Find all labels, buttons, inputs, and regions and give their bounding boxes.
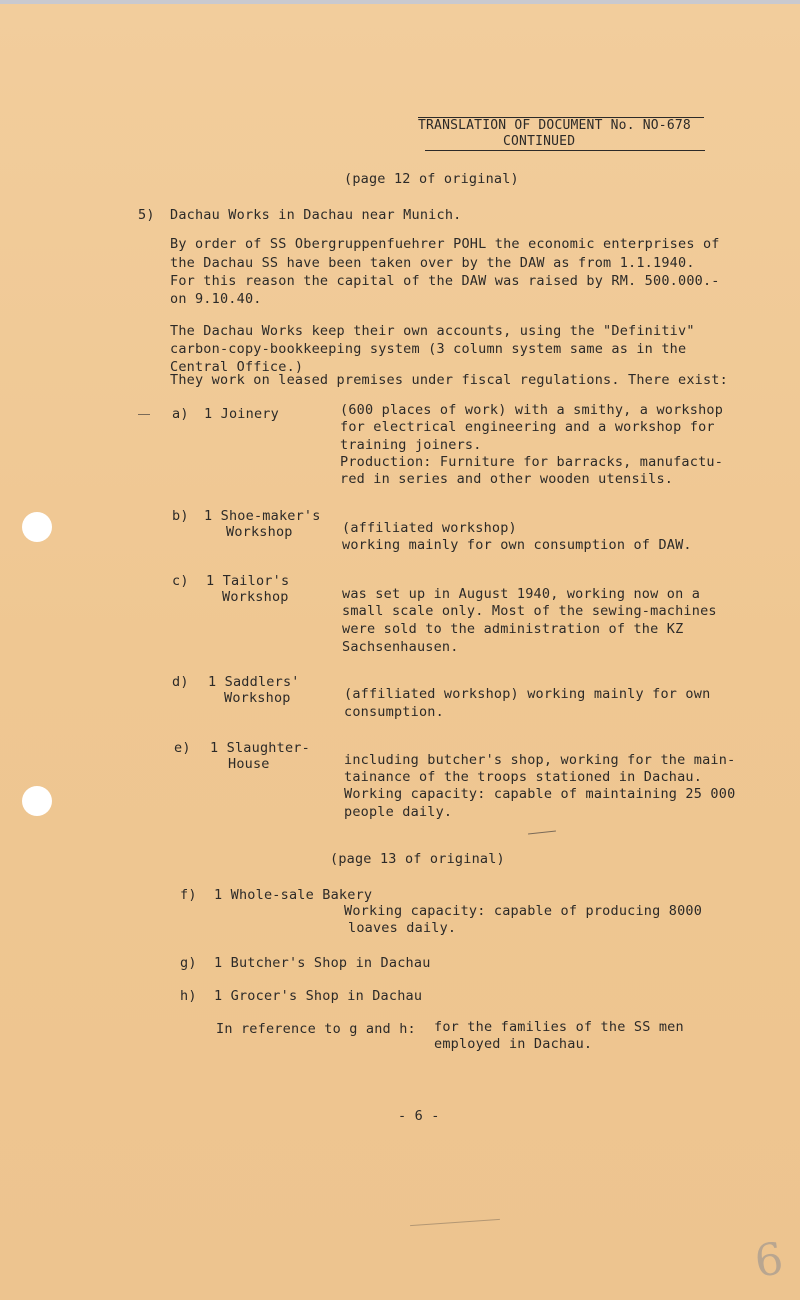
item-label: d) — [172, 674, 189, 690]
punch-hole — [22, 512, 52, 542]
item-label: f) — [180, 887, 197, 903]
item-label: h) — [180, 988, 197, 1004]
margin-mark — [138, 414, 150, 415]
item-name: Workshop — [224, 690, 291, 706]
punch-hole — [22, 786, 52, 816]
item-name: 1 Joinery — [204, 406, 279, 422]
item-desc: working mainly for own consumption of DAW. — [342, 537, 692, 553]
paragraph-line: By order of SS Obergruppenfuehrer POHL the economic enterprises of — [170, 236, 720, 252]
paragraph-line: the Dachau SS have been taken over by the DAW as from 1.1.1940. — [170, 255, 695, 271]
item-name: Workshop — [226, 524, 293, 540]
item-desc: Sachsenhausen. — [342, 639, 459, 655]
paragraph-line: The Dachau Works keep their own accounts, using the "Definitiv" — [170, 323, 695, 339]
paragraph-line: They work on leased premises under fiscal regulations. There exist: — [170, 372, 728, 388]
item-name: 1 Grocer's Shop in Dachau — [214, 988, 423, 1004]
reference-text: for the families of the SS men — [434, 1019, 684, 1035]
paragraph-line: Central Office.) — [170, 359, 304, 375]
paragraph-line: carbon-copy-bookkeeping system (3 column system same as in the — [170, 341, 687, 357]
handwritten-page-number: 6 — [751, 1233, 787, 1288]
section-title: Dachau Works in Dachau near Munich. — [170, 207, 462, 223]
stray-mark — [528, 831, 556, 835]
stray-mark — [410, 1219, 500, 1226]
paragraph-line: on 9.10.40. — [170, 291, 262, 307]
item-desc: training joiners. — [340, 437, 482, 453]
item-desc: small scale only. Most of the sewing-machines — [342, 603, 717, 619]
item-name: Workshop — [222, 589, 289, 605]
item-desc: (affiliated workshop) working mainly for own — [344, 686, 711, 702]
item-label: e) — [174, 740, 191, 756]
item-desc: including butcher's shop, working for the main- — [344, 752, 736, 768]
item-desc: tainance of the troops stationed in Dachau. — [344, 769, 703, 785]
item-desc: for electrical engineering and a workshop for — [340, 419, 715, 435]
item-desc: Working capacity: capable of maintaining 25 000 — [344, 786, 736, 802]
item-desc: was set up in August 1940, working now on a — [342, 586, 701, 602]
item-desc: consumption. — [344, 704, 444, 720]
scan-edge — [0, 0, 800, 4]
item-label: b) — [172, 508, 189, 524]
footer-page-number: - 6 - — [398, 1108, 440, 1124]
item-label: a) — [172, 406, 189, 422]
item-desc: Production: Furniture for barracks, manufactu- — [340, 454, 724, 470]
document-subtitle: CONTINUED — [503, 134, 576, 149]
item-desc: loaves daily. — [348, 920, 457, 936]
item-desc: (affiliated workshop) — [342, 520, 517, 536]
page-reference: (page 13 of original) — [330, 851, 505, 867]
item-name: 1 Whole-sale Bakery — [214, 887, 373, 903]
item-desc: Working capacity: capable of producing 8000 — [344, 903, 703, 919]
item-name: 1 Butcher's Shop in Dachau — [214, 955, 431, 971]
item-desc: (600 places of work) with a smithy, a workshop — [340, 402, 724, 418]
item-desc: were sold to the administration of the KZ — [342, 621, 684, 637]
header-underline — [425, 150, 705, 151]
item-label: g) — [180, 955, 197, 971]
page-reference: (page 12 of original) — [344, 171, 519, 187]
item-name: 1 Saddlers' — [208, 674, 300, 690]
paragraph-line: For this reason the capital of the DAW was raised by RM. 500.000.- — [170, 273, 720, 289]
reference-text: employed in Dachau. — [434, 1036, 593, 1052]
item-desc: red in series and other wooden utensils. — [340, 471, 674, 487]
section-number: 5) — [138, 207, 155, 223]
item-desc: people daily. — [344, 804, 453, 820]
item-name: 1 Slaughter- — [210, 740, 310, 756]
item-name: 1 Shoe-maker's — [204, 508, 321, 524]
reference-lead: In reference to g and h: — [216, 1021, 416, 1037]
item-label: c) — [172, 573, 189, 589]
item-name: 1 Tailor's — [206, 573, 290, 589]
item-name: House — [228, 756, 270, 772]
document-title: TRANSLATION OF DOCUMENT No. NO-678 — [418, 117, 704, 133]
